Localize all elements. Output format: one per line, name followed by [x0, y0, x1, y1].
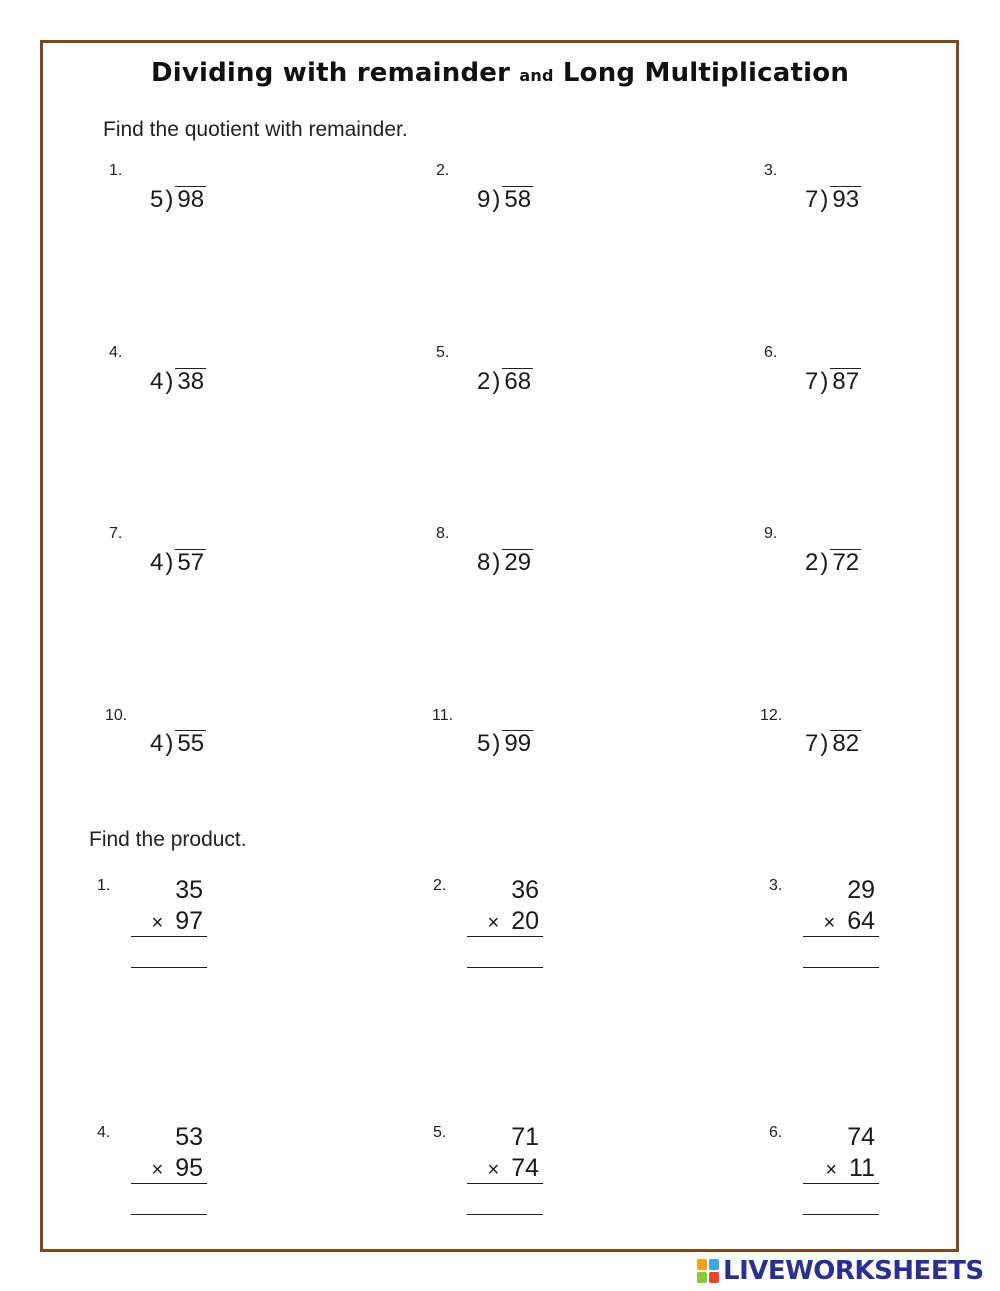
multiplier-row [803, 1153, 879, 1184]
divisor: 7 [805, 730, 819, 757]
divisor: 7 [805, 186, 819, 213]
divisor: 4 [150, 368, 164, 395]
multiplication-number: 3. [769, 877, 783, 894]
dividend: 29 [504, 549, 532, 576]
divisor: 7 [805, 368, 819, 395]
dividend: 98 [177, 186, 205, 213]
title-tail: Long Multiplication [562, 58, 850, 88]
times-sign: × [823, 912, 836, 934]
multiplication-problem [131, 1121, 207, 1215]
divisor: 5 [477, 730, 491, 757]
division-bracket: ) [492, 186, 501, 213]
multiplicand: 74 [847, 1123, 875, 1151]
multiplication-problem [467, 1121, 543, 1215]
multiplicand: 36 [511, 876, 539, 904]
division-number: 9. [764, 525, 778, 542]
multiplier: 20 [511, 907, 539, 935]
multiplication-number: 4. [97, 1124, 111, 1141]
worksheet-title [0, 58, 1000, 88]
multiplication-number: 5. [433, 1124, 447, 1141]
multiplication-number: 6. [769, 1124, 783, 1141]
multiplier: 97 [175, 907, 203, 935]
dividend: 93 [832, 186, 860, 213]
answer-line [467, 967, 543, 968]
division-bracket: ) [820, 730, 829, 757]
multiplication-instruction: Find the product. [89, 828, 247, 851]
times-sign: × [151, 912, 164, 934]
multiplication-number: 2. [433, 877, 447, 894]
divisor: 5 [150, 186, 164, 213]
logo-block [709, 1259, 719, 1270]
answer-line [803, 967, 879, 968]
dividend: 57 [177, 549, 205, 576]
multiplication-number: 1. [97, 877, 111, 894]
multiplication-problem [467, 874, 543, 968]
division-number: 3. [764, 162, 778, 179]
division-number: 7. [109, 525, 123, 542]
division-number: 12. [760, 707, 783, 724]
division-number: 1. [109, 162, 123, 179]
divisor: 8 [477, 549, 491, 576]
logo-block [697, 1272, 707, 1283]
multiplication-problem [803, 874, 879, 968]
dividend: 68 [504, 368, 532, 395]
division-bracket: ) [165, 730, 174, 757]
dividend: 99 [504, 730, 532, 757]
division-number: 4. [109, 344, 123, 361]
liveworksheets-brand [697, 1256, 984, 1286]
division-problem [150, 730, 206, 758]
division-instruction: Find the quotient with remainder. [103, 118, 408, 141]
division-bracket: ) [165, 549, 174, 576]
dividend: 72 [832, 549, 860, 576]
worksheet-frame [40, 40, 959, 1252]
dividend: 38 [177, 368, 205, 395]
multiplier-row [131, 906, 207, 937]
division-bracket: ) [820, 368, 829, 395]
division-bracket: ) [165, 368, 174, 395]
divisor: 4 [150, 730, 164, 757]
division-problem [805, 730, 861, 758]
division-problem [805, 549, 861, 577]
division-bracket: ) [820, 186, 829, 213]
dividend: 82 [832, 730, 860, 757]
dividend: 87 [832, 368, 860, 395]
division-problem [150, 549, 206, 577]
multiplier: 74 [511, 1154, 539, 1182]
division-problem [805, 186, 861, 214]
division-problem [477, 186, 533, 214]
division-number: 11. [432, 707, 454, 724]
divisor: 9 [477, 186, 491, 213]
times-sign: × [487, 912, 500, 934]
multiplier-row [467, 906, 543, 937]
division-number: 5. [436, 344, 450, 361]
division-bracket: ) [492, 549, 501, 576]
answer-line [467, 1214, 543, 1215]
answer-line [803, 1214, 879, 1215]
multiplier-row [467, 1153, 543, 1184]
divisor: 2 [805, 549, 819, 576]
divisor: 4 [150, 549, 164, 576]
brand-text: LIVEWORKSHEETS [723, 1256, 984, 1286]
multiplicand: 35 [175, 876, 203, 904]
times-sign: × [825, 1159, 838, 1181]
logo-block [697, 1259, 707, 1270]
division-number: 2. [436, 162, 450, 179]
division-bracket: ) [492, 730, 501, 757]
division-number: 10. [105, 707, 128, 724]
multiplier-row [803, 906, 879, 937]
answer-line [131, 1214, 207, 1215]
division-problem [150, 186, 206, 214]
division-number: 6. [764, 344, 778, 361]
times-sign: × [151, 1159, 164, 1181]
multiplicand: 29 [847, 876, 875, 904]
division-problem [477, 549, 533, 577]
divisor: 2 [477, 368, 491, 395]
dividend: 55 [177, 730, 205, 757]
division-bracket: ) [165, 186, 174, 213]
title-connector: and [519, 66, 554, 85]
division-number: 8. [436, 525, 450, 542]
multiplication-problem [803, 1121, 879, 1215]
title-main: Dividing with remainder [150, 58, 511, 88]
times-sign: × [487, 1159, 500, 1181]
multiplier: 64 [847, 907, 875, 935]
logo-block [709, 1272, 719, 1283]
multiplier-row [131, 1153, 207, 1184]
division-problem [805, 368, 861, 396]
liveworksheets-logo-icon [697, 1259, 719, 1283]
answer-line [131, 967, 207, 968]
dividend: 58 [504, 186, 532, 213]
multiplication-problem [131, 874, 207, 968]
division-bracket: ) [820, 549, 829, 576]
multiplicand: 71 [511, 1123, 539, 1151]
division-bracket: ) [492, 368, 501, 395]
multiplier: 95 [175, 1154, 203, 1182]
multiplicand: 53 [175, 1123, 203, 1151]
division-problem [477, 368, 533, 396]
division-problem [477, 730, 533, 758]
division-problem [150, 368, 206, 396]
multiplier: 11 [849, 1154, 875, 1182]
